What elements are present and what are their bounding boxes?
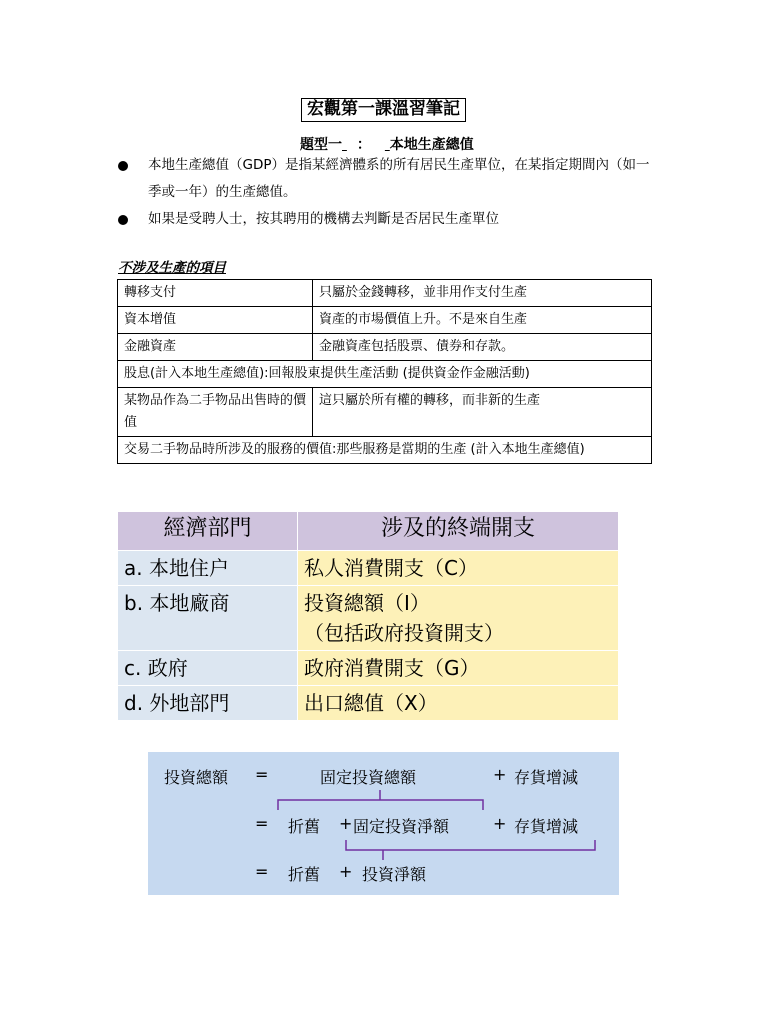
- plus-sign: +: [493, 765, 507, 784]
- formula-term: 存貨增減: [514, 817, 579, 836]
- sector-expenditure-table: [117, 511, 619, 721]
- table-header-row: [118, 512, 619, 551]
- section-heading: 不涉及生產的項目: [118, 260, 226, 276]
- plus-sign: +: [339, 814, 353, 833]
- plus-sign: +: [339, 862, 353, 881]
- subtitle-part2: 本地生產總值: [389, 137, 474, 153]
- sector-cell: c. 政府: [118, 651, 298, 686]
- subtitle-part1: 題型一: [300, 137, 342, 153]
- table-cell: 轉移支付: [118, 280, 313, 307]
- table-cell: 交易二手物品時所涉及的服務的價值:那些服務是當期的生產 (計入本地生產總值): [118, 437, 652, 464]
- equals-sign: =: [255, 862, 269, 881]
- list-item: [118, 152, 658, 206]
- table-row: [118, 334, 652, 361]
- bullet-list: [118, 152, 658, 233]
- table-row: [118, 586, 619, 651]
- table-row: [118, 551, 619, 586]
- formula-term: 固定投資淨額: [353, 817, 450, 836]
- sector-cell: b. 本地廠商: [118, 586, 298, 651]
- table-cell: 某物品作為二手物品出售時的價值: [118, 388, 313, 437]
- sector-cell: d. 外地部門: [118, 686, 298, 721]
- equals-sign: =: [255, 765, 269, 784]
- table-cell: 只屬於金錢轉移，並非用作支付生產: [313, 280, 652, 307]
- table-row: [118, 361, 652, 388]
- plus-sign: +: [493, 814, 507, 833]
- table-row: [118, 686, 619, 721]
- bullet-text: 如果是受聘人士，按其聘用的機構去判斷是否居民生產單位: [148, 211, 499, 227]
- table-cell: 這只屬於所有權的轉移，而非新的生產: [313, 388, 652, 437]
- column-header: 涉及的終端開支: [298, 512, 619, 551]
- formula-term: 折舊: [288, 817, 321, 836]
- table-row: [118, 651, 619, 686]
- equals-sign: =: [255, 814, 269, 833]
- section-subtitle: [300, 134, 474, 154]
- subtitle-colon: ：: [356, 137, 371, 153]
- column-header: 經濟部門: [118, 512, 298, 551]
- table-row: [118, 437, 652, 464]
- bullet-dot-icon: [118, 215, 128, 225]
- bullet-text: 本地生產總值（GDP）是指某經濟體系的所有居民生產單位，在某指定期間內（如一季或一年）的生產總值。: [148, 157, 650, 200]
- expenditure-cell: 出口總值（X）: [298, 686, 619, 721]
- investment-formula-box: [148, 752, 619, 895]
- non-production-table: [117, 279, 652, 464]
- formula-lhs: 投資總額: [164, 768, 229, 787]
- expenditure-cell: 私人消費開支（C）: [298, 551, 619, 586]
- expenditure-cell: 政府消費開支（G）: [298, 651, 619, 686]
- table-row: [118, 388, 652, 437]
- sector-cell: a. 本地住户: [118, 551, 298, 586]
- page-title: 宏觀第一課溫習筆記: [301, 98, 466, 122]
- table-row: [118, 307, 652, 334]
- table-cell: 資產的市場價值上升。不是來自生產: [313, 307, 652, 334]
- table-cell: 股息(計入本地生產總值):回報股東提供生產活動 (提供資金作金融活動): [118, 361, 652, 388]
- expenditure-cell: 投資總額（I） （包括政府投資開支）: [298, 586, 619, 651]
- bullet-dot-icon: [118, 161, 128, 171]
- table-row: [118, 280, 652, 307]
- table-cell: 金融資產包括股票、債券和存款。: [313, 334, 652, 361]
- formula-term: 固定投資總額: [320, 768, 417, 787]
- formula-term: 存貨增減: [514, 768, 579, 787]
- table-cell: 金融資產: [118, 334, 313, 361]
- formula-term: 投資淨額: [362, 865, 427, 884]
- list-item: [118, 206, 658, 233]
- formula-term: 折舊: [288, 865, 321, 884]
- table-cell: 資本增值: [118, 307, 313, 334]
